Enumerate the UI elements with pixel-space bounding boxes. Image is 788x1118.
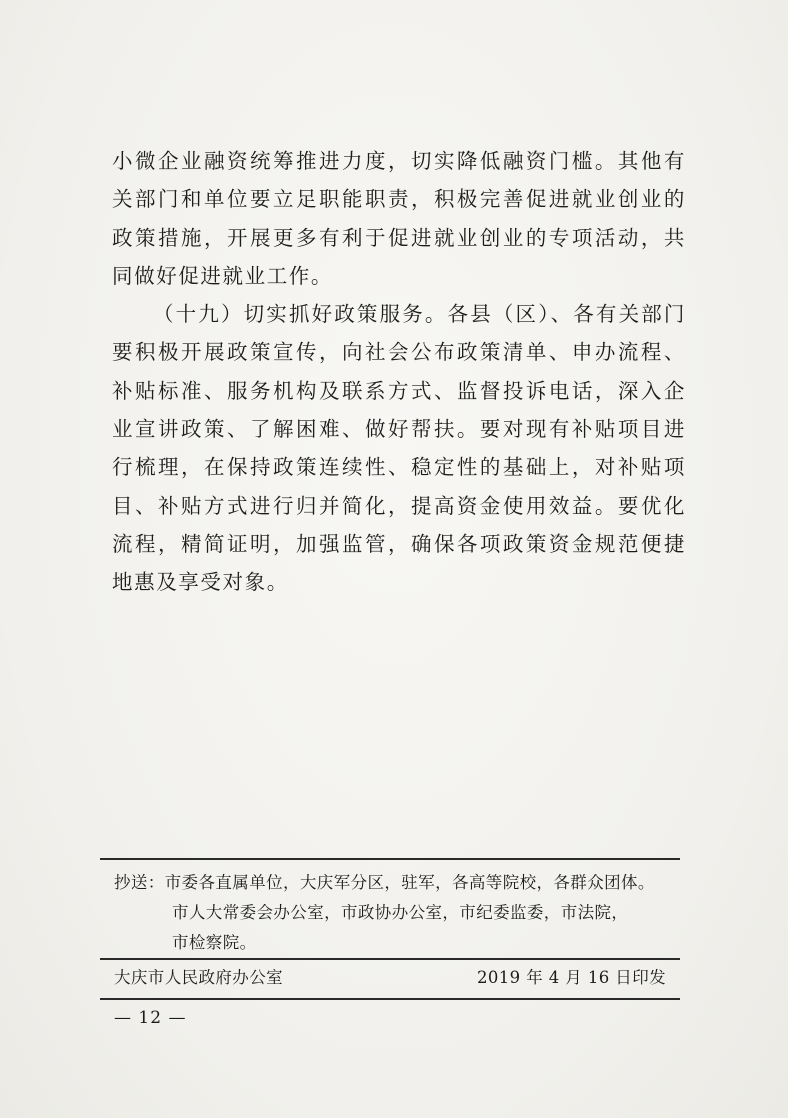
issuer-row — [114, 966, 666, 990]
cc-list — [114, 868, 674, 958]
cc-line-3: 市检察院。 — [172, 933, 257, 952]
body-text — [112, 142, 686, 602]
cc-line-2: 市人大常委会办公室，市政协办公室，市纪委监委，市法院， — [172, 903, 629, 922]
body-paragraph-1: 小微企业融资统筹推进力度，切实降低融资门槛。其他有关部门和单位要立足职能职责，积极完善促进就业创业的政策措施，开展更多有利于促进就业创业的专项活动，共同做好促进就业工作。 — [112, 149, 686, 288]
top-rule — [100, 858, 680, 860]
issuing-office: 大庆市人民政府办公室 — [114, 968, 283, 987]
issue-date: 2019 年 4 月 16 日印发 — [476, 968, 666, 987]
page-number: — 12 — — [114, 1008, 187, 1028]
body-paragraph-2: （十九）切实抓好政策服务。各县（区）、各有关部门要积极开展政策宣传，向社会公布政策清单、申办流程、补贴标准、服务机构及联系方式、监督投诉电话，深入企业宣讲政策、了解困难、做好帮扶。要对现有补贴项目进行梳理，在保持政策连续性、稳定性的基础上，对补贴项目、补贴方式进行归并简化，提高资金使用效益。要优化流程，精简证明，加强监管，确保各项政策资金规范便捷地惠及享受对象。 — [112, 302, 686, 595]
bottom-rule — [100, 998, 680, 1000]
middle-rule — [100, 958, 680, 960]
cc-line-1: 抄送：市委各直属单位，大庆军分区，驻军，各高等院校，各群众团体。 — [114, 873, 655, 892]
